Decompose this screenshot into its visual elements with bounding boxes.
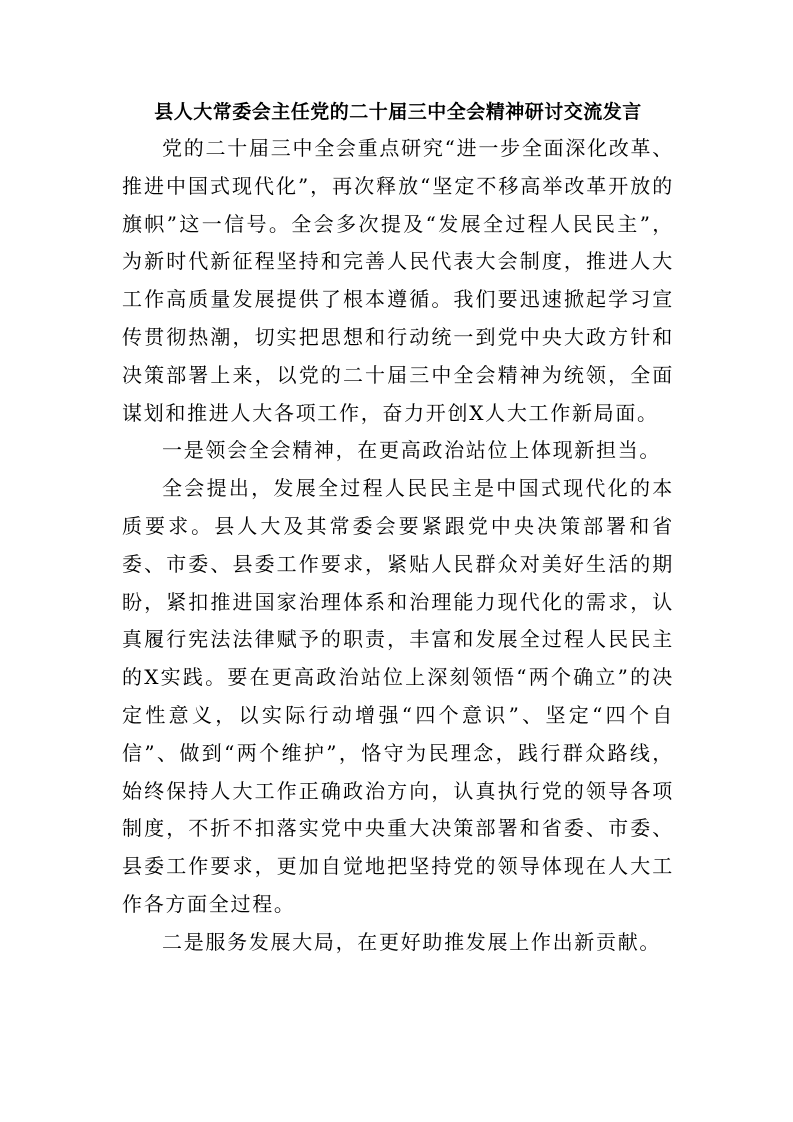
section-one-heading: 一是领会全会精神，在更高政治站位上体现新担当。 [162, 438, 662, 463]
intro-paragraph: 党的二十届三中全会重点研究“进一步全面深化改革、推进中国式现代化”，再次释放“坚定不移高举改革开放的旗帜”这一信号。全会多次提及“发展全过程人民民主”，为新时代新征程坚持和完善人民代表大会制度，推进人大工作高质量发展提供了根本遵循。我们要迅速掀起学习宣传贯彻热潮，切实把思想和行动统一到党中央大政方针和决策部署上来，以党的二十届三中全会精神为统领，全面谋划和推进人大各项工作，奋力开创X人大工作新局面。 [122, 136, 674, 425]
section-two-heading: 二是服务发展大局，在更好助推发展上作出新贡献。 [162, 929, 662, 954]
section-one-paragraph: 全会提出，发展全过程人民民主是中国式现代化的本质要求。县人大及其常委会要紧跟党中央决策部署和省委、市委、县委工作要求，紧贴人民群众对美好生活的期盼，紧扣推进国家治理体系和治理能力现代化的需求，认真履行宪法法律赋予的职责，丰富和发展全过程人民民主的X实践。要在更高政治站位上深刻领悟“两个确立”的决定性意义，以实际行动增强“四个意识”、坚定“四个自信”、做到“两个维护”，恪守为民理念，践行群众路线，始终保持人大工作正确政治方向，认真执行党的领导各项制度，不折不扣落实党中央重大决策部署和省委、市委、县委工作要求，更加自觉地把坚持党的领导体现在人大工作各方面全过程。 [122, 476, 674, 916]
document-title: 县人大常委会主任党的二十届三中全会精神研讨交流发言 [154, 101, 642, 123]
document-page [122, 96, 674, 962]
